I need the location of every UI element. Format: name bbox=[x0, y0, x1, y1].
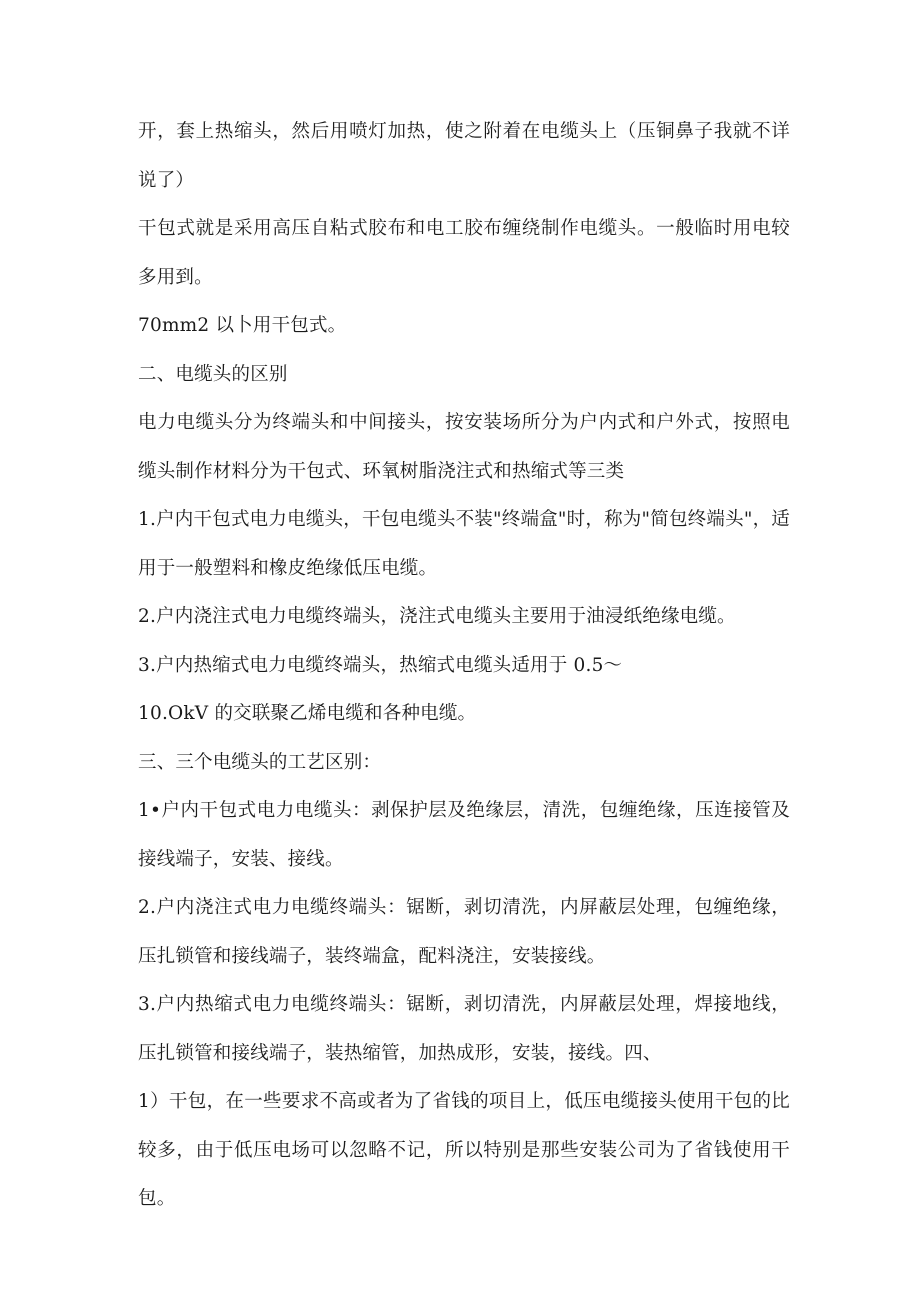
paragraph-70mm2-note: 70mm2 以卜用干包式。 bbox=[138, 315, 347, 336]
section-heading-3: 三、三个电缆头的工艺区别： bbox=[138, 751, 382, 773]
paragraph-heat-shrink-continuation: 开，套上热缩头，然后用喷灯加热，使之附着在电缆头上（压铜鼻子我就不详说了） bbox=[138, 121, 790, 191]
list-item-indoor-cast: 2.户内浇注式电力电缆终端头，浇注式电缆头主要用于油浸纸绝缘电缆。 bbox=[138, 606, 736, 627]
section-heading-2: 二、电缆头的区别 bbox=[138, 363, 288, 385]
process-item-cast: 2.户内浇注式电力电缆终端头：锯断，剥切清洗，内屏蔽层处理，包缠绝缘，压扎锁管和接线端子，装终端盒，配料浇注，安装接线。 bbox=[138, 897, 790, 967]
document-body bbox=[138, 108, 790, 1224]
paragraph-dry-wrap-definition: 干包式就是采用高压自粘式胶布和电工胶布缠绕制作电缆头。一般临时用电较多用到。 bbox=[138, 218, 790, 288]
paragraph-cable-head-types: 电力电缆头分为终端头和中间接头，按安装场所分为户内式和户外式，按照电缆头制作材料分为干包式、环氧树脂浇注式和热缩式等三类 bbox=[138, 412, 790, 482]
list-item-indoor-heat-shrink: 3.户内热缩式电力电缆终端头，热缩式电缆头适用于 0.5～ bbox=[138, 654, 623, 676]
process-item-dry-wrap: 1•户内干包式电力电缆头：剥保护层及绝缘层，清洗，包缠绝缘，压连接管及接线端子，安装、接线。 bbox=[138, 800, 790, 870]
paragraph-dry-wrap-usage: 1）干包，在一些要求不高或者为了省钱的项目上，低压电缆接头使用干包的比较多，由于低压电场可以忽略不记，所以特别是那些安装公司为了省钱使用干包。 bbox=[138, 1091, 790, 1209]
list-item-indoor-dry-wrap: 1.户内干包式电力电缆头，干包电缆头不装"终端盒"时，称为"简包终端头"，适用于一般塑料和橡皮绝缘低压电缆。 bbox=[138, 509, 790, 579]
paragraph-xlpe-cables: 10.OkV 的交联聚乙烯电缆和各种电缆。 bbox=[138, 703, 477, 724]
process-item-heat-shrink: 3.户内热缩式电力电缆终端头：锯断，剥切清洗，内屏蔽层处理，焊接地线，压扎锁管和接线端子，装热缩管，加热成形，安装，接线。四、 bbox=[138, 994, 790, 1064]
